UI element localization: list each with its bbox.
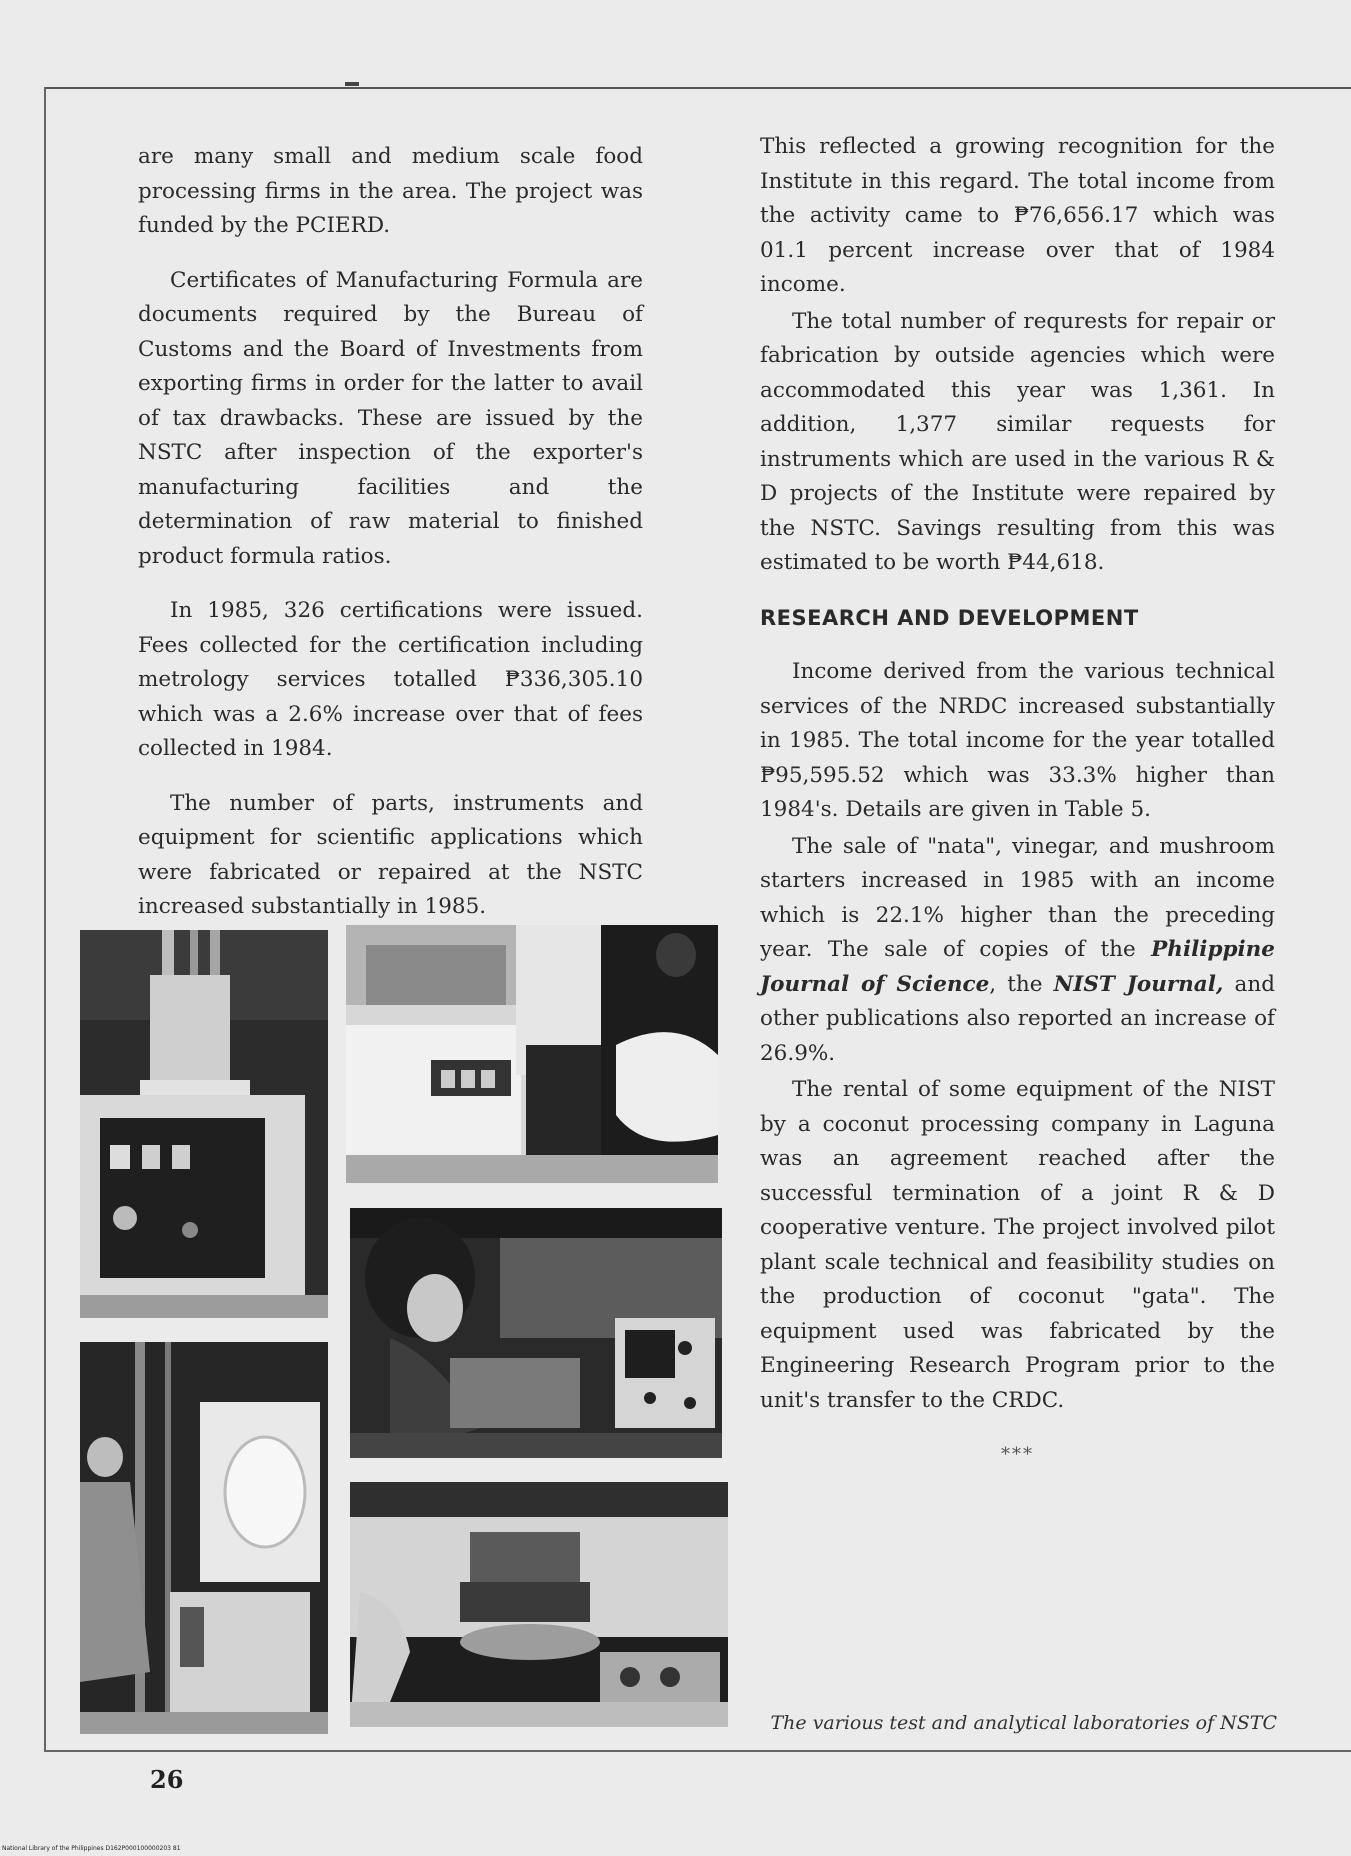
photo-instrument-technician bbox=[80, 1342, 328, 1734]
right-paragraph-3: Income derived from the various technical services of the NRDC increased substantially in 1985. The total income for the year totalled ₱95,595.52 which was 33.3% higher than 1984's. Details are given in Table 5. bbox=[760, 659, 1275, 822]
right-column bbox=[760, 130, 1275, 1473]
photo-lab-operator bbox=[346, 925, 718, 1183]
left-paragraph-3: In 1985, 326 certifications were issued. Fees collected for the certification including metrology services totalled ₱336,305.10 which was a 2.6% increase over that of fees collected in 1984. bbox=[138, 598, 643, 761]
photo-equipment-cabinet bbox=[80, 930, 328, 1318]
right-paragraph-2: The total number of requrests for repair or fabrication by outside agencies which were accommodated this year was 1,361. In addition, 1,377 similar requests for instruments which are used in the various R & D projects of the Institute were repaired by the NSTC. Savings resulting from this was estimated to be worth ₱44,618. bbox=[760, 308, 1275, 575]
top-mark bbox=[345, 82, 359, 86]
photo-precision-machine bbox=[350, 1482, 728, 1727]
page-frame-left bbox=[44, 87, 46, 1752]
right-paragraph-1: This reflected a growing recognition for the Institute in this regard. The total income from the activity came to ₱76,656.17 which was 01.1 percent increase over that of 1984 income. bbox=[760, 134, 1275, 297]
footer-credit: National Library of the Philippines D162P000100000203 81 bbox=[2, 1845, 181, 1852]
section-heading: RESEARCH AND DEVELOPMENT bbox=[760, 605, 1139, 630]
left-paragraph-2: Certificates of Manufacturing Formula are documents required by the Bureau of Customs and the Board of Investments from exporting firms in order for the latter to avail of tax drawbacks. These are issued by the NSTC after inspection of the exporter's manufacturing facilities and the determination of raw material to finished product formula ratios. bbox=[138, 267, 643, 569]
page-number: 26 bbox=[150, 1765, 184, 1794]
page-frame-bottom bbox=[44, 1750, 1351, 1752]
photo-oscilloscope-technician bbox=[350, 1208, 722, 1458]
right-paragraph-4 bbox=[760, 830, 1275, 1072]
p4-text-a: The sale of "nata", vinegar, and mushroom starters increased in 1985 with an income which is 22.1% higher than the preceding year. The sale of copies of the bbox=[760, 833, 1275, 962]
left-paragraph-1: are many small and medium scale food processing firms in the area. The project was funded by the PCIERD. bbox=[138, 144, 643, 238]
photo-caption: The various test and analytical laboratories of NSTC bbox=[770, 1712, 1277, 1734]
p4-text-c: and other publications also reported an increase of 26.9%. bbox=[760, 971, 1275, 1066]
journal-title-philippine: Philippine Journal of Science bbox=[760, 937, 1275, 997]
left-column bbox=[138, 140, 643, 945]
left-paragraph-4: The number of parts, instruments and equipment for scientific applications which were fabricated or repaired at the NSTC increased substantially in 1985. bbox=[138, 790, 643, 919]
journal-title-nist: NIST Journal, bbox=[1053, 971, 1224, 997]
right-paragraph-5: The rental of some equipment of the NIST by a coconut processing company in Laguna was an agreement reached after the successful termination of a joint R & D cooperative venture. The project involved pilot plant scale technical and feasibility studies on the production of coconut "gata". The equipment used was fabricated by the Engineering Research Program prior to the unit's transfer to the CRDC. bbox=[760, 1077, 1275, 1413]
page-frame-top bbox=[44, 87, 1351, 89]
p4-text-b: , the bbox=[989, 971, 1054, 997]
section-separator: *** bbox=[1001, 1444, 1034, 1465]
